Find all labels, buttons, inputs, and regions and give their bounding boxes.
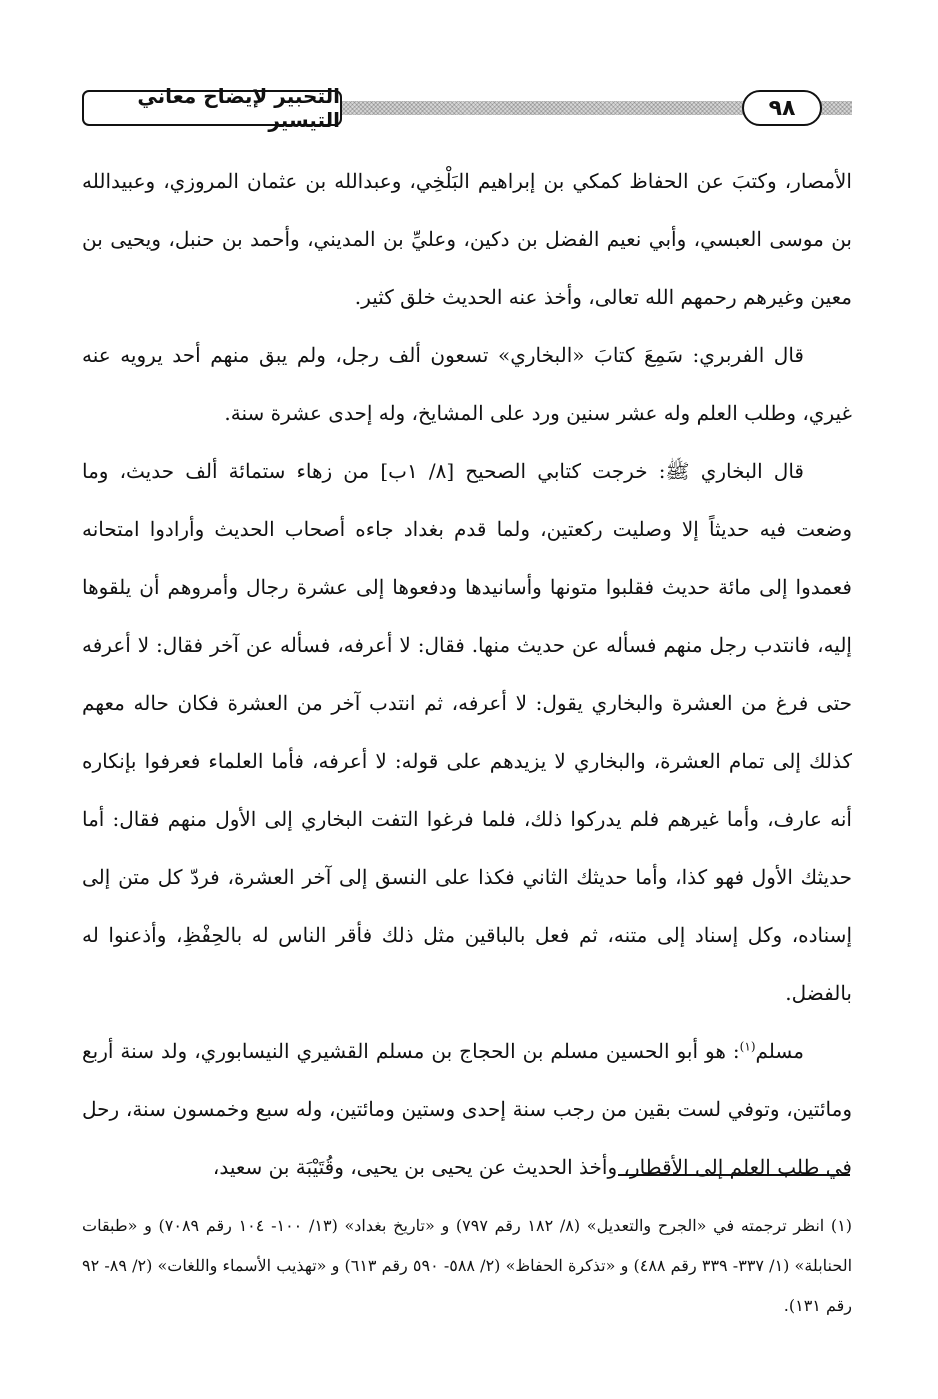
muslim-bio: : هو أبو الحسين مسلم بن الحجاج بن مسلم القشيري النيسابوري، ولد سنة أربع ومائتين، وتوفي لست بقين من رجب سنة إحدى وستين ومائتين، وله سبع وخمسون سنة، رحل في طلب العلم إلى الأقطار، وأخذ الحديث عن يحيى بن يحيى، وقُتَيْبَة بن سعيد، [82, 1039, 852, 1179]
page-number: ٩٨ [742, 90, 822, 126]
page-header [82, 84, 852, 150]
paragraph-muslim [82, 1022, 852, 1196]
footnote: (١) انظر ترجمته في «الجرح والتعديل» (٨/ ١٨٢ رقم ٧٩٧) و «تاريخ بغداد» (١٣/ ١٠٠- ١٠٤ رقم ٧٠٨٩) و «طبقات الحنابلة» (١/ ٣٣٧- ٣٣٩ رقم ٤٨٨) و «تذكرة الحفاظ» (٢/ ٥٨٨- ٥٩٠ رقم ٦١٣) و «تهذيب الأسماء واللغات» (٢/ ٨٩- ٩٢ رقم ١٣١). [82, 1216, 853, 1315]
footnotes [82, 1206, 852, 1326]
paragraph: قال الفربري: سَمِعَ كتابَ «البخاري» تسعون ألف رجل، ولم يبق منهم أحد يرويه عنه غيري، وطلب العلم وله عشر سنين ورد على المشايخ، وله إحدى عشرة سنة. [82, 343, 852, 425]
footnote-marker: (١) [739, 1039, 756, 1054]
paragraph: الأمصار، وكتبَ عن الحفاظ كمكي بن إبراهيم البَلْخِي، وعبدالله بن عثمان المروزي، وعبيدالله بن موسى العبسي، وأبي نعيم الفضل بن دكين، وعليِّ بن المديني، وأحمد بن حنبل، ويحيى بن معين وغيرهم رحمهم الله تعالى، وأخذ عنه الحديث خلق كثير. [82, 169, 852, 309]
paragraph: قال البخاري ﷺ: خرجت كتابي الصحيح [٨/ ١ب] من زهاء ستمائة ألف حديث، وما وضعت فيه حديثاً إلا وصليت ركعتين، ولما قدم بغداد جاءه أصحاب الحديث وأرادوا امتحانه فعمدوا إلى مائة حديث فقلبوا متونها وأسانيدها ودفعوها إلى عشرة رجال وأمروهم أن يلقوها إليه، فانتدب رجل منهم فسأله عن حديث منها. فقال: لا أعرفه، فسأله عن آخر فقال: لا أعرفه حتى فرغ من العشرة والبخاري يقول: لا أعرفه، ثم انتدب آخر من العشرة فكان حاله معهم كذلك إلى تمام العشرة، والبخاري لا يزيدهم على قوله: لا أعرفه، فأما العلماء فعرفوا بإنكاره أنه عارف، وأما غيرهم فلم يدركوا ذلك، فلما فرغوا التفت البخاري إلى الأول منهم فقال: أما حديثك الأول فهو كذا، وأما حديثك الثاني فكذا على النسق إلى آخر العشرة، فردّ كل متن إلى إسناده، وكل إسناد إلى متنه، ثم فعل بالباقين مثل ذلك فأقر الناس له بالحِفْظِ، وأذعنوا له بالفضل. [82, 459, 852, 1005]
muslim-name: مسلم [755, 1039, 804, 1063]
main-text [82, 152, 852, 1196]
book-title: التحبير لإيضاح معاني التيسير [82, 90, 342, 126]
footnote-separator [618, 1174, 850, 1176]
